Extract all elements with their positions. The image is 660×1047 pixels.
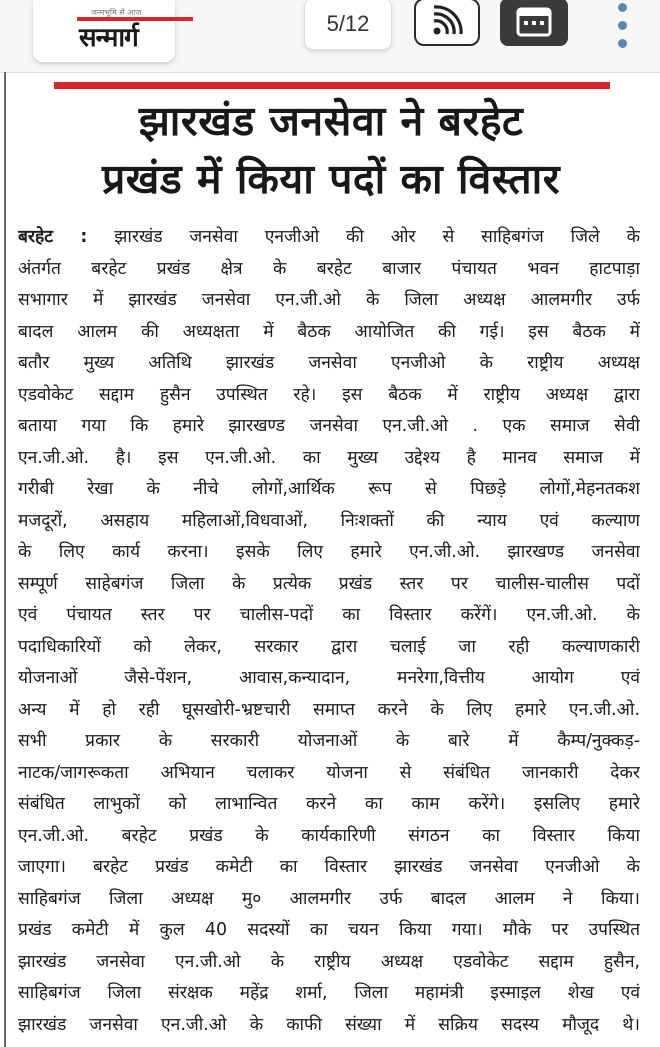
more-dot	[618, 3, 627, 12]
body-line: सभागार में झारखंड जनसेवा एन.जी.ओ के जिला अध्यक्ष आलमगीर उर्फ	[18, 290, 640, 310]
text-view-button[interactable]	[500, 0, 568, 46]
body-line: बादल आलम की अध्यक्षता में बैठक आयोजित की गई। इस बैठक में	[18, 321, 640, 342]
app-top-bar	[0, 0, 660, 73]
body-line: जाएगा। बरहेट प्रखंड कमेटी का विस्तार झारखंड जनसेवा एनजीओ के	[18, 857, 640, 877]
body-line: अन्य में हो रही घूसखोरी-भ्रष्टचारी समाप्त करने के लिए हमारे एन.जी.ओ.	[18, 699, 640, 720]
article-headline	[18, 92, 644, 208]
dateline: बरहेट :	[18, 227, 88, 247]
body-line: झारखंड जनसेवा एन.जी.ओ के काफी संख्या में सक्रिय सदस्य मौजूद थे।	[18, 1014, 640, 1035]
headline-line-1: झारखंड जनसेवा ने बरहेट	[138, 97, 524, 145]
body-line: बतौर मुख्य अतिथि झारखंड जनसेवा एनजीओ के राष्ट्रीय अध्यक्ष	[18, 353, 640, 373]
body-line: एडवोकेट सद्दाम हुसैन उपस्थित रहे। इस बैठक में राष्ट्रीय अध्यक्ष द्वारा	[18, 384, 640, 405]
page-indicator-label: 5/12	[326, 11, 370, 36]
text-view-icon	[516, 7, 552, 37]
body-line-text: झारखंड जनसेवा एनजीओ की ओर से साहिबगंज जिले के	[114, 227, 640, 247]
newspaper-logo[interactable]	[33, 0, 175, 62]
clip-left-border	[4, 72, 6, 1047]
more-dot	[618, 39, 627, 48]
headline-rule	[54, 82, 610, 89]
body-line: अंतर्गत बरहेट प्रखंड क्षेत्र के बरहेट बाजार पंचायत भवन हाटपाड़ा	[18, 258, 640, 279]
page-indicator[interactable]	[304, 0, 392, 50]
body-line: साहिबगंज जिला अध्यक्ष मु० आलमगीर उर्फ बादल आलम ने किया।	[18, 888, 640, 909]
more-dot	[618, 21, 627, 30]
body-line: गरीबी रेखा के नीचे लोगों,आर्थिक रूप से पिछड़े लोगों,मेहनतकश	[18, 479, 640, 499]
logo-name: सन्मार्ग	[79, 23, 138, 53]
body-line: एन.जी.ओ. बरहेट प्रखंड के कार्यकारिणी संगठन का विस्तार किया	[18, 825, 640, 846]
body-line	[18, 222, 640, 254]
article-body	[18, 222, 640, 1041]
headline-line-2: प्रखंड में किया पदों का विस्तार	[101, 155, 561, 203]
body-line: मजदूरों, असहाय महिलाओं,विधवाओं, निःशक्तों की न्याय एवं कल्याण	[18, 510, 640, 531]
body-line: सभी प्रकार के सरकारी योजनाओं के बारे में कैम्प/नुक्कड़-	[18, 731, 640, 751]
body-line: बताया गया कि हमारे झारखण्ड जनसेवा एन.जी.ओ . एक समाज सेवी	[18, 416, 640, 436]
logo-tagline: जन्मभूमि से आज	[91, 8, 142, 17]
body-line: नाटक/जागरूकता अभियान चलाकर योजना से संबंधित जानकारी देकर	[18, 762, 640, 783]
body-line: झारखंड जनसेवा एन.जी.ओ के राष्ट्रीय अध्यक्ष एडवोकेट सद्दाम हुसैन,	[18, 951, 640, 972]
body-line: प्रखंड कमेटी में कुल 40 सदस्यों का चयन किया गया। मौके पर उपस्थित	[18, 920, 640, 940]
body-line: एन.जी.ओ. है। इस एन.जी.ओ. का मुख्य उद्देश्य है मानव समाज में	[18, 447, 640, 468]
rss-feed-icon	[427, 5, 467, 39]
feed-button[interactable]	[414, 0, 480, 46]
body-line: संबंधित लाभुकों को लाभान्वित करने का काम करेंगे। इसलिए हमारे	[18, 794, 640, 814]
body-line: सम्पूर्ण साहेबगंज जिला के प्रत्येक प्रखंड स्तर पर चालीस-चालीस पदों	[18, 573, 640, 594]
body-line: के लिए कार्य करना। इसके लिए हमारे एन.जी.ओ. झारखण्ड जनसेवा	[18, 542, 640, 562]
body-line: एवं पंचायत स्तर पर चालीस-पदों का विस्तार करेंगें। एन.जी.ओ. के	[18, 605, 640, 625]
more-vertical-icon[interactable]	[604, 0, 640, 48]
body-line: पदाधिकारियों को लेकर, सरकार द्वारा चलाई जा रही कल्याणकारी	[18, 636, 640, 657]
body-line: योजनाओं जैसे-पेंशन, आवास,कन्यादान, मनरेगा,वित्तीय आयोग एवं	[18, 668, 640, 688]
body-line: साहिबगंज जिला संरक्षक महेंद्र शर्मा, जिला महामंत्री इस्माइल शेख एवं	[18, 983, 640, 1003]
